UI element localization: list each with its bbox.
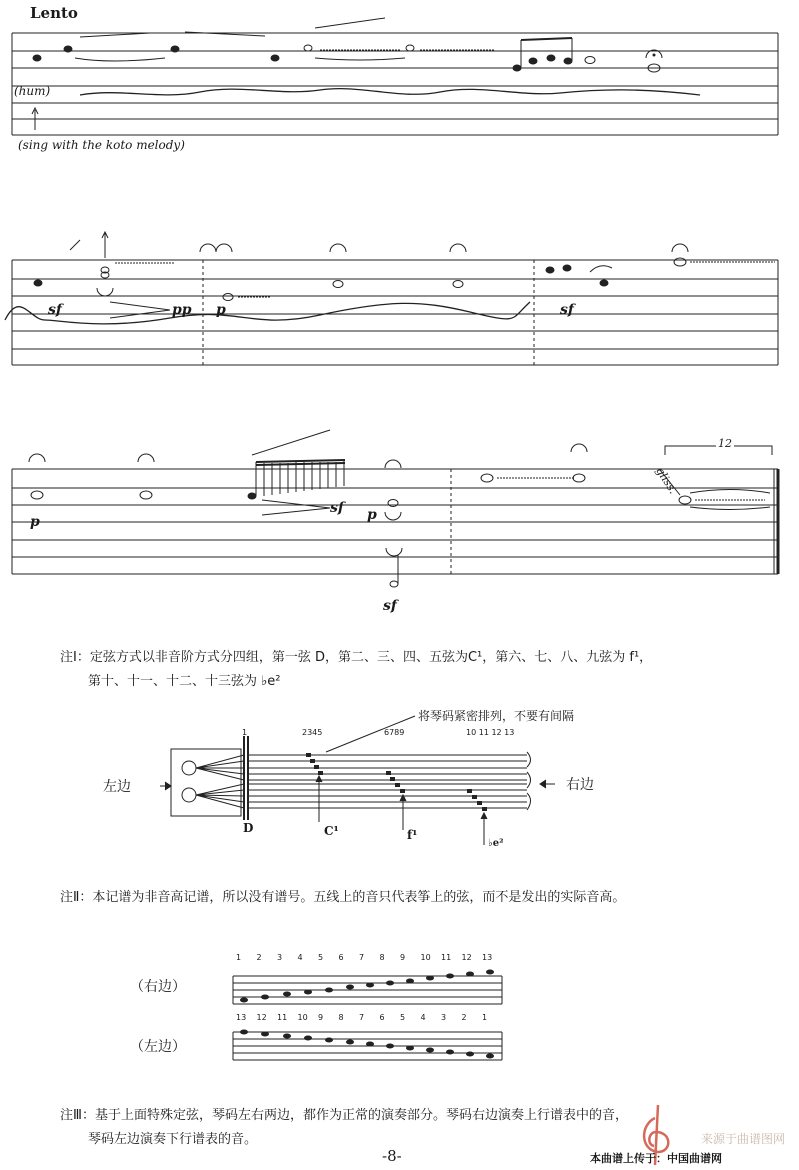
note-3-line-2: 琴码左边演奏下行谱表的音。: [88, 1132, 258, 1147]
string-group-4: 10 11 12 13: [466, 728, 515, 737]
string-number: 3: [277, 953, 283, 962]
dynamic-sf: sf: [48, 302, 62, 318]
watermark-upload: 本曲谱上传于：中国曲谱网: [590, 1152, 722, 1165]
tuplet-number: 12: [718, 437, 732, 450]
string-number: 4: [420, 1013, 426, 1022]
staff-system-3: [12, 430, 778, 574]
hum-label: (hum): [14, 84, 51, 98]
pitch-label-c1: C¹: [324, 824, 339, 838]
staff-system-2: [5, 260, 778, 365]
string-number: 13: [236, 1013, 247, 1022]
string-number: 3: [441, 1013, 447, 1022]
string-group-2: 2345: [302, 728, 323, 737]
string-number: 13: [482, 953, 493, 962]
string-number: 12: [461, 953, 472, 962]
staff-system-1: [12, 33, 778, 135]
noteheads-system-3: [29, 444, 770, 587]
dynamic-sf: sf: [383, 598, 397, 614]
string-number: 6: [379, 1013, 385, 1022]
string-number: 7: [359, 953, 365, 962]
dynamic-p: p: [367, 507, 377, 523]
upper-string-numbers: [236, 953, 506, 962]
dynamic-p: p: [30, 514, 40, 530]
sing-instruction: (sing with the koto melody): [18, 138, 185, 152]
noteheads-system-2: [34, 232, 775, 301]
gliss-label: gliss.: [653, 464, 680, 497]
watermark-source: 来源于曲谱图网: [700, 1132, 785, 1146]
string-number: 9: [318, 1013, 324, 1022]
note-1-line-2: 第十、十一、十二、十三弦为 ♭e²: [88, 674, 281, 689]
staff-left-label: （左边）: [130, 1039, 186, 1055]
pitch-label-eb2: ♭e²: [488, 838, 504, 849]
string-number: 7: [359, 1013, 365, 1022]
tempo-marking: Lento: [30, 4, 78, 22]
dynamic-sf: sf: [330, 500, 344, 516]
note-2: 注Ⅱ：本记谱为非音高记谱，所以没有谱号。五线上的音只代表筝上的弦，而不是发出的实际音高。: [60, 890, 626, 905]
note-1-line-1: 注Ⅰ：定弦方式以非音阶方式分四组，第一弦 D，第二、三、四、五弦为C¹，第六、七、八、九弦为 f¹，: [60, 650, 653, 665]
page-number: -8-: [382, 1147, 402, 1165]
string-number: 11: [277, 1013, 288, 1022]
right-side-label: 右边: [566, 777, 594, 793]
string-number: 2: [256, 953, 262, 962]
noteheads-system-1: [32, 18, 740, 130]
string-number: 12: [256, 1013, 267, 1022]
string-number: 5: [400, 1013, 406, 1022]
string-number: 6: [338, 953, 344, 962]
dynamic-sf: sf: [560, 302, 574, 318]
string-number: 1: [236, 953, 242, 962]
lower-string-numbers: [236, 1013, 506, 1022]
string-number: 8: [379, 953, 385, 962]
string-number: 9: [400, 953, 406, 962]
string-group-1: 1: [242, 728, 248, 737]
string-group-3: 6789: [384, 728, 405, 737]
staff-right-label: （右边）: [130, 979, 186, 995]
left-side-label: 左边: [103, 779, 131, 795]
dynamic-p: p: [216, 302, 226, 318]
string-number: 10: [297, 1013, 308, 1022]
pitch-label-f1: f¹: [407, 828, 418, 842]
string-number: 8: [338, 1013, 344, 1022]
bridge-annotation: 将琴码紧密排列，不要有间隔: [418, 709, 575, 723]
pitch-label-d: D: [243, 821, 254, 835]
note-3-line-1: 注Ⅲ：基于上面特殊定弦，琴码左右两边，都作为正常的演奏部分。琴码右边演奏上行谱表中的音，: [60, 1108, 628, 1123]
string-number: 10: [420, 953, 431, 962]
string-number: 5: [318, 953, 324, 962]
string-number: 11: [441, 953, 452, 962]
dynamic-pp: pp: [172, 302, 192, 318]
string-number: 2: [461, 1013, 467, 1022]
string-number: 4: [297, 953, 303, 962]
string-number: 1: [482, 1013, 488, 1022]
